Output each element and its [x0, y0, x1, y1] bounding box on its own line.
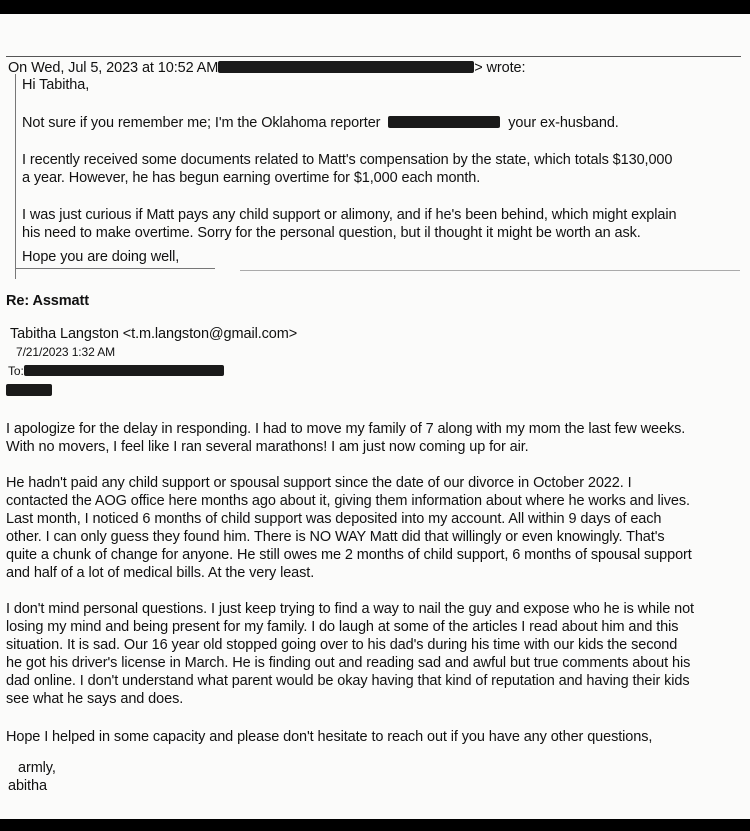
reply-p3-line-2: losing my mind and being present for my family. I do laugh at some of the articles I read about him and this: [6, 619, 679, 635]
quoted-paragraph-1: [22, 114, 619, 132]
quoted-greeting: Hi Tabitha,: [22, 77, 90, 93]
reply-p2-line-4: other. I can only guess they found him. There is NO WAY Matt did that willingly or even knowingly. That's: [6, 529, 665, 545]
reply-p1-line-2: With no movers, I feel like I ran several marathons! I am just now coming up for air.: [6, 439, 529, 455]
quoted-p2-line-1: I recently received some documents related to Matt's compensation by the state, which totals $130,000: [22, 152, 673, 168]
quote-bar: [15, 74, 16, 279]
reply-p3-line-3: situation. It is sad. Our 16 year old stopped going over to his dad's during his time with our kids the second: [6, 637, 678, 653]
quoted-p3-line-1: I was just curious if Matt pays any child support or alimony, and if he's been behind, which might explain: [22, 207, 677, 223]
reply-p2-line-3: Last month, I noticed 6 months of child support was deposited into my account. All within 9 days of each: [6, 511, 662, 527]
redacted-salutation-name: [6, 384, 52, 396]
scanned-letter: [0, 14, 750, 819]
quoted-header: [8, 59, 525, 77]
quote-underline-right: [240, 270, 740, 271]
reply-p1-line-1: I apologize for the delay in responding. I had to move my family of 7 along with my mom the last few weeks.: [6, 421, 686, 437]
reply-p3-line-5: dad online. I don't understand what parent would be okay having that kind of reputation and having their kids: [6, 673, 690, 689]
reply-p3-line-1: I don't mind personal questions. I just keep trying to find a way to nail the guy and expose who he is while not: [6, 601, 694, 617]
redacted-email: [218, 61, 474, 73]
reply-p3-line-4: he got his driver's license in March. He is finding out and reading sad and awful but true comments about his: [6, 655, 691, 671]
reply-p2-line-2: contacted the AOG office here months ago about it, giving them information about where he works and lives.: [6, 493, 690, 509]
reply-p2-line-5: quite a chunk of change for anyone. He still owes me 2 months of child support, 6 months of spousal support: [6, 547, 692, 563]
reply-signature: abitha: [8, 778, 47, 794]
quoted-closing: Hope you are doing well,: [22, 249, 180, 265]
reply-to-line: [8, 362, 224, 380]
redacted-recipient: [24, 365, 224, 376]
quoted-p1-before: Not sure if you remember me; I'm the Oklahoma reporter: [22, 115, 381, 131]
quote-underline-left: [15, 268, 215, 269]
reply-p3-line-6: see what he says and does.: [6, 691, 184, 707]
quoted-p1-after: your ex-husband.: [508, 115, 619, 131]
reply-signoff: armly,: [18, 760, 56, 776]
top-divider: [6, 56, 741, 57]
quoted-header-prefix: On Wed, Jul 5, 2023 at 10:52 AM: [8, 60, 219, 76]
redacted-name: [388, 116, 500, 128]
reply-sender: Tabitha Langston <t.m.langston@gmail.com>: [10, 326, 298, 342]
reply-p2-line-6: and half of a lot of medical bills. At the very least.: [6, 565, 315, 581]
quoted-p2-line-2: a year. However, he has begun earning overtime for $1,000 each month.: [22, 170, 481, 186]
reply-p4: Hope I helped in some capacity and please don't hesitate to reach out if you have any other questions,: [6, 729, 653, 745]
reply-p2-line-1: He hadn't paid any child support or spousal support since the date of our divorce in October 2022. I: [6, 475, 632, 491]
quoted-p3-line-2: his need to make overtime. Sorry for the personal question, but il thought it might be worth an ask.: [22, 225, 641, 241]
reply-to-label: To:: [8, 364, 24, 378]
redacted-salutation: [6, 382, 52, 400]
reply-datetime: 7/21/2023 1:32 AM: [16, 345, 116, 359]
reply-subject: Re: Assmatt: [6, 293, 89, 309]
quoted-header-suffix: > wrote:: [474, 60, 526, 76]
